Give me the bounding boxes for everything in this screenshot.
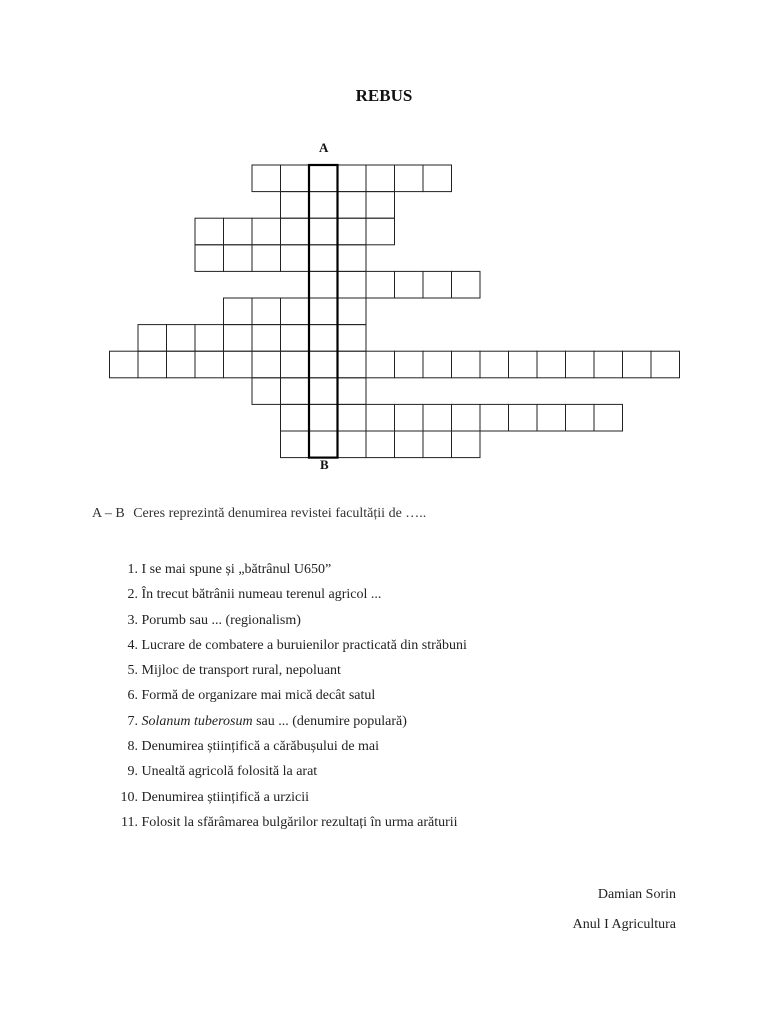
crossword-key-cell: [309, 298, 338, 325]
crossword-cell: [423, 351, 452, 378]
author-name: Damian Sorin: [597, 887, 676, 902]
crossword-cell: [338, 378, 367, 405]
crossword-cell: [195, 325, 224, 352]
clue-text: Lucrare de combatere a buruienilor practicată din străbuni: [141, 637, 467, 653]
main-clue: [92, 506, 426, 522]
crossword-cell: [338, 431, 367, 458]
clue-item: [110, 814, 467, 839]
clue-number: 7.: [127, 713, 138, 729]
crossword-key-cell: [309, 325, 338, 352]
crossword-cell: [338, 218, 367, 245]
main-clue-text: Ceres reprezintă denumirea revistei facultății de …..: [133, 506, 427, 521]
crossword-cell: [224, 351, 253, 378]
clue-text: Denumirea științifică a cărăbușului de mai: [141, 739, 380, 755]
crossword-cell: [195, 245, 224, 272]
clue-item: [110, 586, 467, 611]
clue-item: [110, 662, 467, 687]
crossword-cell: [281, 245, 310, 272]
clue-number: 4.: [127, 637, 138, 653]
crossword-cell: [167, 325, 196, 352]
clue-number: 1.: [127, 562, 138, 577]
crossword-cell: [366, 192, 395, 219]
crossword-cell: [338, 404, 367, 431]
clue-item: [110, 687, 467, 712]
crossword-cell: [338, 271, 367, 298]
crossword-cell: [395, 165, 424, 192]
clue-text: Unealtă agricolă folosită la arat: [141, 764, 318, 780]
crossword-cell: [366, 351, 395, 378]
crossword-cell: [366, 404, 395, 431]
crossword-cell: [366, 271, 395, 298]
crossword-cell: [281, 298, 310, 325]
crossword-cell: [594, 404, 623, 431]
crossword-cell: [509, 404, 538, 431]
clue-text: Porumb sau ... (regionalism): [141, 612, 301, 628]
clue-item: [110, 738, 467, 763]
crossword-key-cell: [309, 431, 338, 458]
clue-list: [110, 561, 467, 839]
crossword-key-cell: [309, 378, 338, 405]
crossword-cell: [366, 218, 395, 245]
crossword-cell: [281, 192, 310, 219]
crossword-cell: [281, 165, 310, 192]
crossword-cell: [195, 351, 224, 378]
crossword-cell: [195, 218, 224, 245]
crossword-key-cell: [309, 218, 338, 245]
crossword-key-cell: [309, 192, 338, 219]
clue-item: [110, 763, 467, 788]
crossword-cell: [338, 245, 367, 272]
crossword-cell: [423, 165, 452, 192]
crossword-cell: [395, 431, 424, 458]
crossword-key-cell: [309, 165, 338, 192]
clue-item: [110, 789, 467, 814]
crossword-cell: [366, 431, 395, 458]
crossword-marker-b: B: [320, 457, 329, 472]
crossword-cell: [281, 325, 310, 352]
crossword-cell: [252, 245, 281, 272]
crossword-cell: [537, 351, 566, 378]
clue-text: În trecut bătrânii numeau terenul agricol ...: [141, 587, 382, 603]
crossword-cell: [224, 298, 253, 325]
crossword-grid: [0, 0, 768, 480]
clue-text: sau ... (denumire populară): [252, 713, 407, 729]
main-clue-prefix: A – B: [92, 506, 125, 521]
crossword-cell: [480, 351, 509, 378]
crossword-cell: [224, 245, 253, 272]
crossword-cell: [366, 165, 395, 192]
clue-number: 5.: [127, 663, 138, 679]
crossword-cell: [537, 404, 566, 431]
crossword-cell: [224, 218, 253, 245]
clue-item: [110, 637, 467, 662]
crossword-cell: [252, 165, 281, 192]
crossword-key-cell: [309, 351, 338, 378]
crossword-cell: [566, 404, 595, 431]
clue-text: Denumirea științifică a urzicii: [141, 789, 310, 805]
clue-text: Mijloc de transport rural, nepoluant: [141, 663, 341, 679]
crossword-key-cell: [309, 245, 338, 272]
crossword-cell: [224, 325, 253, 352]
crossword-key-column: [309, 165, 338, 458]
clue-number: 6.: [127, 688, 138, 704]
clue-number: 3.: [127, 612, 138, 628]
crossword-cell: [138, 351, 167, 378]
crossword-cell: [395, 271, 424, 298]
crossword-cell: [594, 351, 623, 378]
crossword-cell: [138, 325, 167, 352]
crossword-cell: [395, 404, 424, 431]
crossword-cell: [423, 404, 452, 431]
crossword-key-cell: [309, 404, 338, 431]
crossword-cell: [281, 378, 310, 405]
crossword-cell: [452, 271, 481, 298]
crossword-cell: [110, 351, 139, 378]
crossword-cell: [395, 351, 424, 378]
crossword-cell: [338, 325, 367, 352]
crossword-cell: [281, 351, 310, 378]
crossword-cell: [252, 325, 281, 352]
crossword-cell: [452, 404, 481, 431]
clue-text: Folosit la sfărâmarea bulgărilor rezultați în urma arăturii: [141, 814, 458, 830]
clue-item: [110, 713, 467, 738]
crossword-cell: [423, 431, 452, 458]
crossword-cell: [452, 431, 481, 458]
clue-item: [110, 612, 467, 637]
crossword-cell: [566, 351, 595, 378]
crossword-cell: [423, 271, 452, 298]
crossword-cell: [252, 218, 281, 245]
clue-number: 10.: [120, 789, 138, 805]
crossword-cell: [281, 218, 310, 245]
clue-text: Formă de organizare mai mică decât satul: [141, 688, 376, 704]
crossword-cell: [651, 351, 680, 378]
crossword-cell: [252, 378, 281, 405]
crossword-cell: [509, 351, 538, 378]
crossword-cell: [281, 431, 310, 458]
author-class: Anul I Agricultura: [572, 917, 676, 932]
crossword-key-cell: [309, 271, 338, 298]
clue-item: [110, 561, 467, 586]
crossword-cell: [480, 404, 509, 431]
crossword-cell: [281, 404, 310, 431]
crossword-cell: [338, 298, 367, 325]
clue-text: I se mai spune și „bătrânul U650”: [141, 562, 332, 577]
crossword-marker-a: A: [319, 140, 329, 155]
crossword-cell: [623, 351, 652, 378]
clue-number: 2.: [127, 587, 138, 603]
crossword-cell: [338, 192, 367, 219]
crossword-cell: [167, 351, 196, 378]
crossword-cell: [252, 298, 281, 325]
crossword-cell: [252, 351, 281, 378]
clue-number: 11.: [121, 814, 138, 830]
crossword-cell: [338, 351, 367, 378]
crossword-cell: [338, 165, 367, 192]
crossword-cell: [452, 351, 481, 378]
clue-number: 8.: [127, 739, 138, 755]
clue-number: 9.: [127, 764, 138, 780]
page-title: REBUS: [355, 86, 413, 105]
clue-italic-text: Solanum tuberosum: [141, 713, 253, 729]
